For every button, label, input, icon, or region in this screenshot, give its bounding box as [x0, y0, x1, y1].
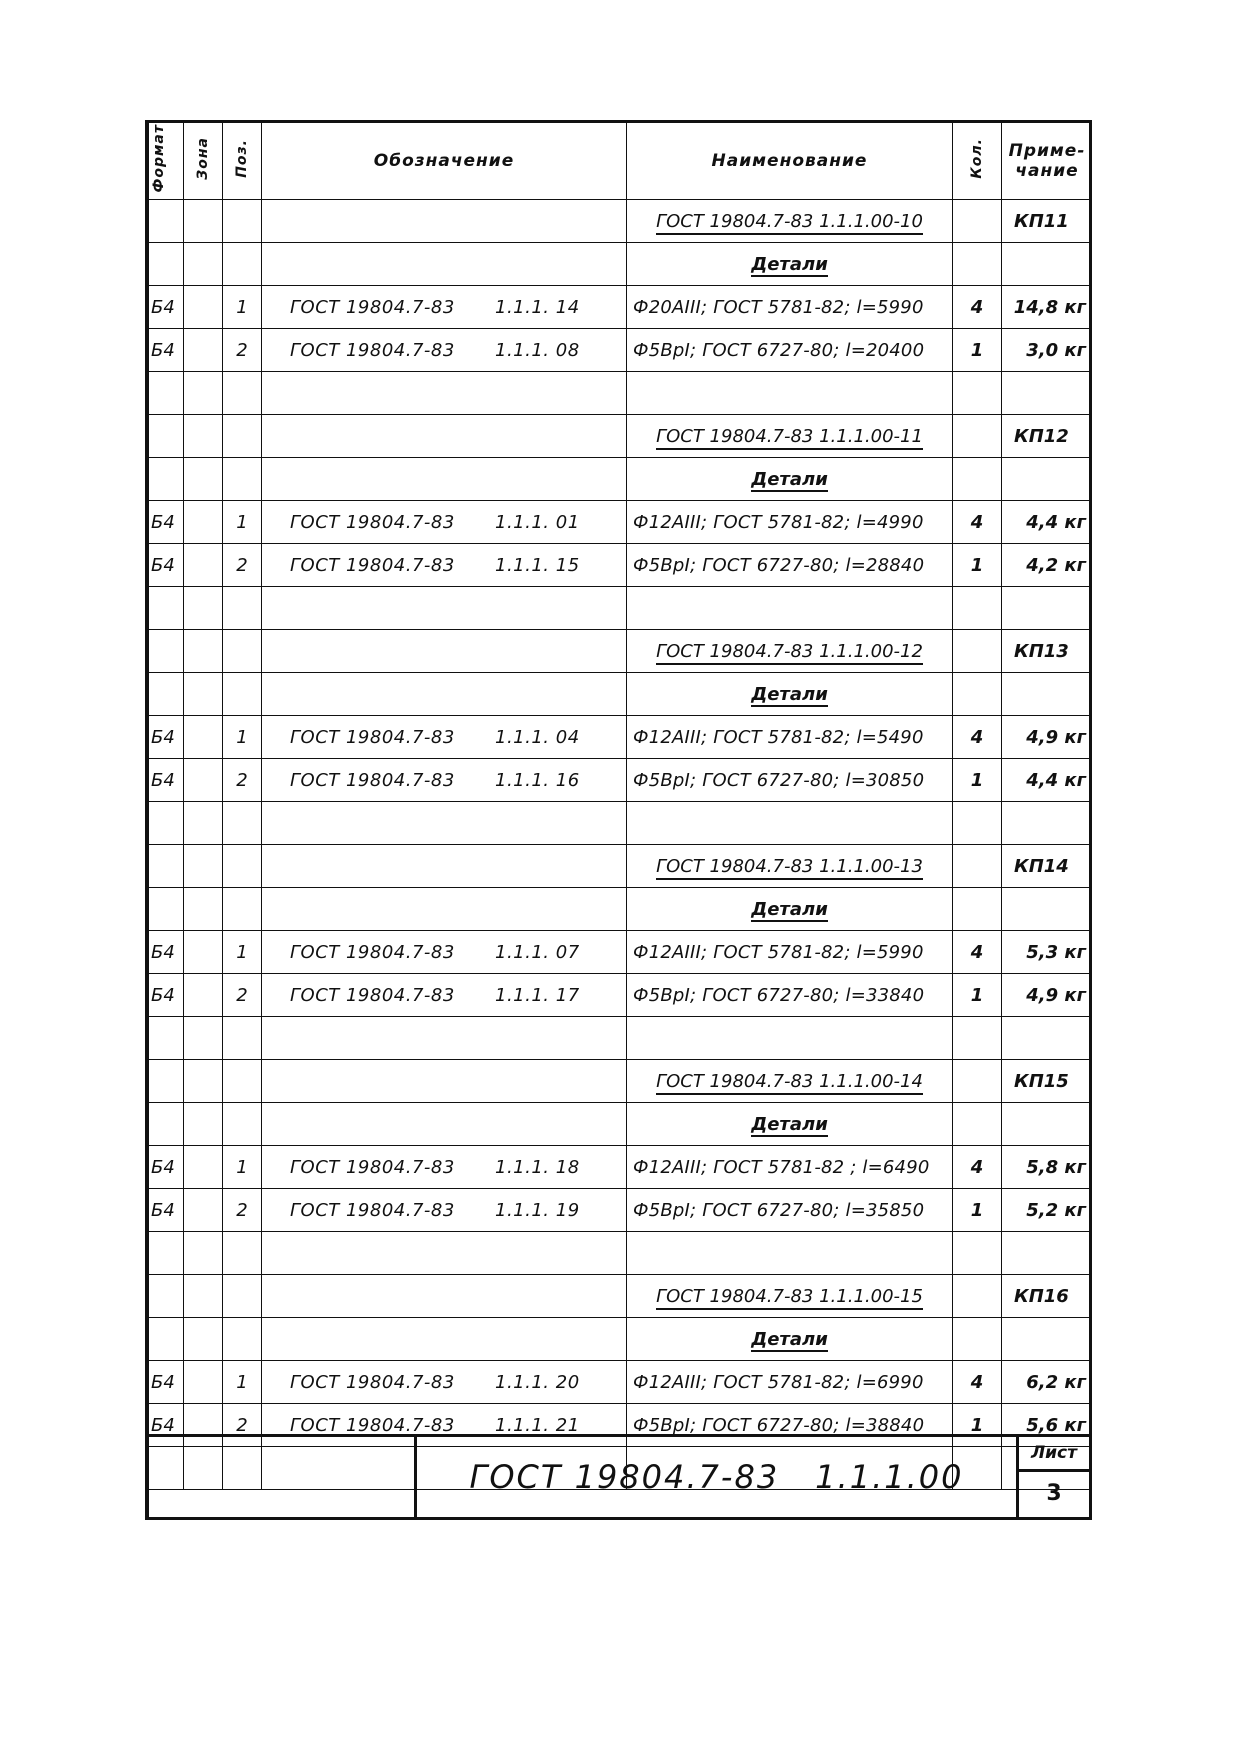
designation-number: 1.1.1. 08 — [495, 339, 580, 361]
document-code — [414, 1437, 1019, 1517]
pos-cell — [223, 888, 262, 931]
qty-cell: 1 — [953, 759, 1002, 802]
zone-cell — [184, 200, 223, 243]
designation-number: 1.1.1. 19 — [495, 1199, 580, 1221]
section-heading-cell — [627, 1318, 953, 1361]
qty-cell — [953, 200, 1002, 243]
table-row — [149, 845, 1092, 888]
qty-cell: 4 — [953, 1361, 1002, 1404]
qty-cell: 1 — [953, 1404, 1002, 1447]
designation-cell — [262, 1361, 627, 1404]
zone-cell — [184, 1232, 223, 1275]
format-cell — [149, 372, 184, 415]
table-row — [149, 1318, 1092, 1361]
format-cell: Б4 — [149, 1189, 184, 1232]
format-cell — [149, 458, 184, 501]
qty-cell — [953, 458, 1002, 501]
format-cell — [149, 673, 184, 716]
qty-cell: 1 — [953, 974, 1002, 1017]
zone-cell — [184, 329, 223, 372]
name-cell: Ф5ВрI; ГОСТ 6727-80; l=20400 — [627, 329, 953, 372]
format-cell: Б4 — [149, 931, 184, 974]
zone-cell — [184, 286, 223, 329]
document-code-number: 1.1.1.00 — [815, 1458, 964, 1496]
designation-number: 1.1.1. 07 — [495, 941, 580, 963]
designation-cell — [262, 1017, 627, 1060]
assembly-title: ГОСТ 19804.7-83 1.1.1.00-12 — [656, 641, 923, 665]
name-cell: Ф5ВрI; ГОСТ 6727-80; l=33840 — [627, 974, 953, 1017]
name-cell: Ф5ВрI; ГОСТ 6727-80; l=30850 — [627, 759, 953, 802]
format-cell: Б4 — [149, 1361, 184, 1404]
format-cell — [149, 243, 184, 286]
designation-cell — [262, 544, 627, 587]
format-cell: Б4 — [149, 329, 184, 372]
section-heading: Детали — [751, 1113, 828, 1135]
name-cell: Ф20АIII; ГОСТ 5781-82; l=5990 — [627, 286, 953, 329]
format-cell: Б4 — [149, 544, 184, 587]
note-cell — [1002, 458, 1093, 501]
assembly-title-cell — [627, 1275, 953, 1318]
header-pos: Поз. — [223, 123, 262, 200]
name-cell — [627, 1017, 953, 1060]
note-cell — [1002, 888, 1093, 931]
table-row — [149, 1103, 1092, 1146]
table-row — [149, 1017, 1092, 1060]
zone-cell — [184, 716, 223, 759]
designation-number: 1.1.1. 17 — [495, 984, 580, 1006]
name-cell: Ф12АIII; ГОСТ 5781-82; l=6990 — [627, 1361, 953, 1404]
name-cell — [627, 587, 953, 630]
table-row — [149, 630, 1092, 673]
note-cell: 3,0 кг — [1002, 329, 1093, 372]
format-cell: Б4 — [149, 501, 184, 544]
document-code-standard: ГОСТ 19804.7-83 — [469, 1458, 780, 1496]
header-zone: Зона — [184, 123, 223, 200]
zone-cell — [184, 458, 223, 501]
assembly-title: ГОСТ 19804.7-83 1.1.1.00-13 — [656, 856, 923, 880]
pos-cell: 2 — [223, 1189, 262, 1232]
pos-cell — [223, 1275, 262, 1318]
pos-cell — [223, 1103, 262, 1146]
qty-cell — [953, 1232, 1002, 1275]
title-block — [149, 1434, 1089, 1517]
pos-cell: 2 — [223, 759, 262, 802]
qty-cell: 4 — [953, 931, 1002, 974]
zone-cell — [184, 802, 223, 845]
pos-cell — [223, 587, 262, 630]
qty-cell: 4 — [953, 501, 1002, 544]
zone-cell — [184, 1361, 223, 1404]
designation-number: 1.1.1. 14 — [495, 296, 580, 318]
table-row — [149, 286, 1092, 329]
designation-cell — [262, 1060, 627, 1103]
assembly-title-cell — [627, 630, 953, 673]
designation-standard: ГОСТ 19804.7-83 — [290, 1414, 455, 1436]
assembly-title: ГОСТ 19804.7-83 1.1.1.00-11 — [656, 426, 923, 450]
table-row — [149, 415, 1092, 458]
zone-cell — [184, 415, 223, 458]
table-row — [149, 372, 1092, 415]
note-cell: 5,6 кг — [1002, 1404, 1093, 1447]
sheet-number-box — [1016, 1437, 1089, 1517]
name-cell: Ф5ВрI; ГОСТ 6727-80; l=28840 — [627, 544, 953, 587]
note-cell — [1002, 802, 1093, 845]
format-cell — [149, 1318, 184, 1361]
name-cell: Ф12АIII; ГОСТ 5781-82; l=4990 — [627, 501, 953, 544]
designation-number: 1.1.1. 18 — [495, 1156, 580, 1178]
format-cell — [149, 1232, 184, 1275]
assembly-title: ГОСТ 19804.7-83 1.1.1.00-14 — [656, 1071, 923, 1095]
pos-cell — [223, 673, 262, 716]
qty-cell — [953, 802, 1002, 845]
designation-cell — [262, 415, 627, 458]
designation-cell — [262, 200, 627, 243]
pos-cell: 1 — [223, 1361, 262, 1404]
name-cell — [627, 1232, 953, 1275]
qty-cell — [953, 630, 1002, 673]
pos-cell — [223, 243, 262, 286]
format-cell — [149, 1060, 184, 1103]
note-cell: 4,4 кг — [1002, 501, 1093, 544]
designation-cell — [262, 1318, 627, 1361]
designation-number: 1.1.1. 04 — [495, 726, 580, 748]
table-row — [149, 1232, 1092, 1275]
format-cell: Б4 — [149, 1146, 184, 1189]
header-qty: Кол. — [953, 123, 1002, 200]
section-heading: Детали — [751, 1328, 828, 1350]
pos-cell — [223, 372, 262, 415]
header-note: Приме-чание — [1002, 123, 1093, 200]
pos-cell — [223, 802, 262, 845]
assembly-title: ГОСТ 19804.7-83 1.1.1.00-15 — [656, 1286, 923, 1310]
section-heading-cell — [627, 243, 953, 286]
pos-cell — [223, 845, 262, 888]
designation-cell — [262, 243, 627, 286]
pos-cell: 2 — [223, 544, 262, 587]
note-cell — [1002, 243, 1093, 286]
qty-cell — [953, 673, 1002, 716]
designation-cell — [262, 673, 627, 716]
section-heading-cell — [627, 888, 953, 931]
format-cell — [149, 1275, 184, 1318]
note-cell: 6,2 кг — [1002, 1361, 1093, 1404]
designation-standard: ГОСТ 19804.7-83 — [290, 984, 455, 1006]
title-block-empty-cell — [149, 1437, 417, 1517]
pos-cell — [223, 200, 262, 243]
name-cell: Ф5ВрI; ГОСТ 6727-80; l=35850 — [627, 1189, 953, 1232]
specification-table — [149, 123, 1092, 1490]
note-cell: 4,9 кг — [1002, 974, 1093, 1017]
zone-cell — [184, 372, 223, 415]
zone-cell — [184, 630, 223, 673]
pos-cell — [223, 415, 262, 458]
pos-cell — [223, 1232, 262, 1275]
header-designation: Обозначение — [262, 123, 627, 200]
designation-number: 1.1.1. 01 — [495, 511, 580, 533]
pos-cell — [223, 1017, 262, 1060]
table-row — [149, 587, 1092, 630]
designation-number: 1.1.1. 21 — [495, 1414, 580, 1436]
note-cell — [1002, 1017, 1093, 1060]
pos-cell: 2 — [223, 329, 262, 372]
table-row — [149, 243, 1092, 286]
format-cell — [149, 802, 184, 845]
designation-standard: ГОСТ 19804.7-83 — [290, 511, 455, 533]
designation-cell — [262, 329, 627, 372]
pos-cell: 2 — [223, 974, 262, 1017]
specification-body — [149, 200, 1092, 1490]
section-heading: Детали — [751, 253, 828, 275]
designation-standard: ГОСТ 19804.7-83 — [290, 769, 455, 791]
assembly-title-cell — [627, 845, 953, 888]
format-cell: Б4 — [149, 759, 184, 802]
name-cell — [627, 372, 953, 415]
table-row — [149, 716, 1092, 759]
designation-cell — [262, 845, 627, 888]
header-format: Формат — [149, 123, 184, 200]
table-row — [149, 458, 1092, 501]
designation-cell — [262, 931, 627, 974]
section-heading: Детали — [751, 683, 828, 705]
zone-cell — [184, 587, 223, 630]
pos-cell: 2 — [223, 1404, 262, 1447]
pos-cell — [223, 630, 262, 673]
table-row — [149, 1060, 1092, 1103]
format-cell — [149, 1103, 184, 1146]
pos-cell — [223, 458, 262, 501]
pos-cell: 1 — [223, 931, 262, 974]
designation-cell — [262, 286, 627, 329]
header-name: Наименование — [627, 123, 953, 200]
table-row — [149, 544, 1092, 587]
pos-cell: 1 — [223, 716, 262, 759]
name-cell: Ф12АIII; ГОСТ 5781-82; l=5990 — [627, 931, 953, 974]
designation-standard: ГОСТ 19804.7-83 — [290, 1199, 455, 1221]
format-cell: Б4 — [149, 974, 184, 1017]
qty-cell — [953, 845, 1002, 888]
assembly-title-cell — [627, 415, 953, 458]
qty-cell: 1 — [953, 1189, 1002, 1232]
section-heading-cell — [627, 1103, 953, 1146]
sheet-label: Лист — [1019, 1437, 1089, 1472]
qty-cell: 4 — [953, 286, 1002, 329]
table-row — [149, 329, 1092, 372]
note-cell: 5,3 кг — [1002, 931, 1093, 974]
note-cell: 14,8 кг — [1002, 286, 1093, 329]
zone-cell — [184, 1103, 223, 1146]
note-cell: 4,2 кг — [1002, 544, 1093, 587]
format-cell: Б4 — [149, 286, 184, 329]
format-cell — [149, 587, 184, 630]
pos-cell: 1 — [223, 1146, 262, 1189]
designation-number: 1.1.1. 16 — [495, 769, 580, 791]
zone-cell — [184, 888, 223, 931]
zone-cell — [184, 544, 223, 587]
designation-standard: ГОСТ 19804.7-83 — [290, 1156, 455, 1178]
zone-cell — [184, 1275, 223, 1318]
table-row — [149, 802, 1092, 845]
designation-cell — [262, 501, 627, 544]
table-row — [149, 888, 1092, 931]
designation-standard: ГОСТ 19804.7-83 — [290, 941, 455, 963]
zone-cell — [184, 1318, 223, 1361]
table-row — [149, 931, 1092, 974]
zone-cell — [184, 759, 223, 802]
qty-cell: 4 — [953, 1146, 1002, 1189]
qty-cell — [953, 888, 1002, 931]
note-cell — [1002, 673, 1093, 716]
designation-cell — [262, 802, 627, 845]
name-cell: Ф12АIII; ГОСТ 5781-82; l=5490 — [627, 716, 953, 759]
qty-cell — [953, 372, 1002, 415]
format-cell — [149, 1017, 184, 1060]
note-cell: КП11 — [1002, 200, 1093, 243]
qty-cell — [953, 415, 1002, 458]
designation-cell — [262, 888, 627, 931]
zone-cell — [184, 1060, 223, 1103]
section-heading-cell — [627, 673, 953, 716]
designation-cell — [262, 587, 627, 630]
note-cell: КП16 — [1002, 1275, 1093, 1318]
qty-cell — [953, 1275, 1002, 1318]
zone-cell — [184, 845, 223, 888]
name-cell: Ф12АIII; ГОСТ 5781-82 ; l=6490 — [627, 1146, 953, 1189]
qty-cell: 1 — [953, 329, 1002, 372]
qty-cell — [953, 1103, 1002, 1146]
sheet-number: 3 — [1046, 1481, 1062, 1506]
table-row — [149, 1275, 1092, 1318]
zone-cell — [184, 974, 223, 1017]
name-cell: Ф5ВрI; ГОСТ 6727-80; l=38840 — [627, 1404, 953, 1447]
designation-cell — [262, 1275, 627, 1318]
note-cell: 5,2 кг — [1002, 1189, 1093, 1232]
designation-cell — [262, 1103, 627, 1146]
designation-standard: ГОСТ 19804.7-83 — [290, 554, 455, 576]
name-cell — [627, 802, 953, 845]
qty-cell: 4 — [953, 716, 1002, 759]
designation-cell — [262, 372, 627, 415]
designation-standard: ГОСТ 19804.7-83 — [290, 726, 455, 748]
table-row — [149, 1361, 1092, 1404]
note-cell: КП14 — [1002, 845, 1093, 888]
designation-number: 1.1.1. 15 — [495, 554, 580, 576]
note-cell — [1002, 587, 1093, 630]
designation-cell — [262, 1146, 627, 1189]
qty-cell — [953, 587, 1002, 630]
format-cell — [149, 888, 184, 931]
table-row — [149, 1146, 1092, 1189]
designation-standard: ГОСТ 19804.7-83 — [290, 339, 455, 361]
qty-cell — [953, 1060, 1002, 1103]
designation-standard: ГОСТ 19804.7-83 — [290, 1371, 455, 1393]
qty-cell — [953, 243, 1002, 286]
section-heading: Детали — [751, 898, 828, 920]
note-cell: КП12 — [1002, 415, 1093, 458]
table-row — [149, 759, 1092, 802]
designation-cell — [262, 1232, 627, 1275]
qty-cell — [953, 1318, 1002, 1361]
note-cell: 5,8 кг — [1002, 1146, 1093, 1189]
note-cell: КП13 — [1002, 630, 1093, 673]
pos-cell — [223, 1318, 262, 1361]
designation-cell — [262, 630, 627, 673]
zone-cell — [184, 243, 223, 286]
specification-sheet — [145, 120, 1092, 1520]
note-cell: 4,4 кг — [1002, 759, 1093, 802]
pos-cell: 1 — [223, 286, 262, 329]
note-cell: КП15 — [1002, 1060, 1093, 1103]
zone-cell — [184, 501, 223, 544]
assembly-title: ГОСТ 19804.7-83 1.1.1.00-10 — [656, 211, 923, 235]
zone-cell — [184, 1017, 223, 1060]
table-row — [149, 200, 1092, 243]
note-cell: 4,9 кг — [1002, 716, 1093, 759]
format-cell: Б4 — [149, 716, 184, 759]
note-cell — [1002, 1103, 1093, 1146]
format-cell — [149, 630, 184, 673]
section-heading-cell — [627, 458, 953, 501]
format-cell — [149, 200, 184, 243]
designation-cell — [262, 974, 627, 1017]
designation-cell — [262, 458, 627, 501]
zone-cell — [184, 1189, 223, 1232]
note-cell — [1002, 1318, 1093, 1361]
assembly-title-cell — [627, 200, 953, 243]
assembly-title-cell — [627, 1060, 953, 1103]
format-cell — [149, 415, 184, 458]
format-cell — [149, 845, 184, 888]
qty-cell: 1 — [953, 544, 1002, 587]
designation-cell — [262, 1189, 627, 1232]
table-row — [149, 673, 1092, 716]
qty-cell — [953, 1017, 1002, 1060]
note-cell — [1002, 1232, 1093, 1275]
format-cell: Б4 — [149, 1404, 184, 1447]
designation-cell — [262, 759, 627, 802]
pos-cell — [223, 1060, 262, 1103]
zone-cell — [184, 931, 223, 974]
zone-cell — [184, 673, 223, 716]
table-row — [149, 974, 1092, 1017]
table-header-row — [149, 123, 1092, 200]
designation-standard: ГОСТ 19804.7-83 — [290, 296, 455, 318]
section-heading: Детали — [751, 468, 828, 490]
zone-cell — [184, 1146, 223, 1189]
table-row — [149, 1189, 1092, 1232]
note-cell — [1002, 372, 1093, 415]
pos-cell: 1 — [223, 501, 262, 544]
table-row — [149, 501, 1092, 544]
designation-number: 1.1.1. 20 — [495, 1371, 580, 1393]
designation-cell — [262, 716, 627, 759]
